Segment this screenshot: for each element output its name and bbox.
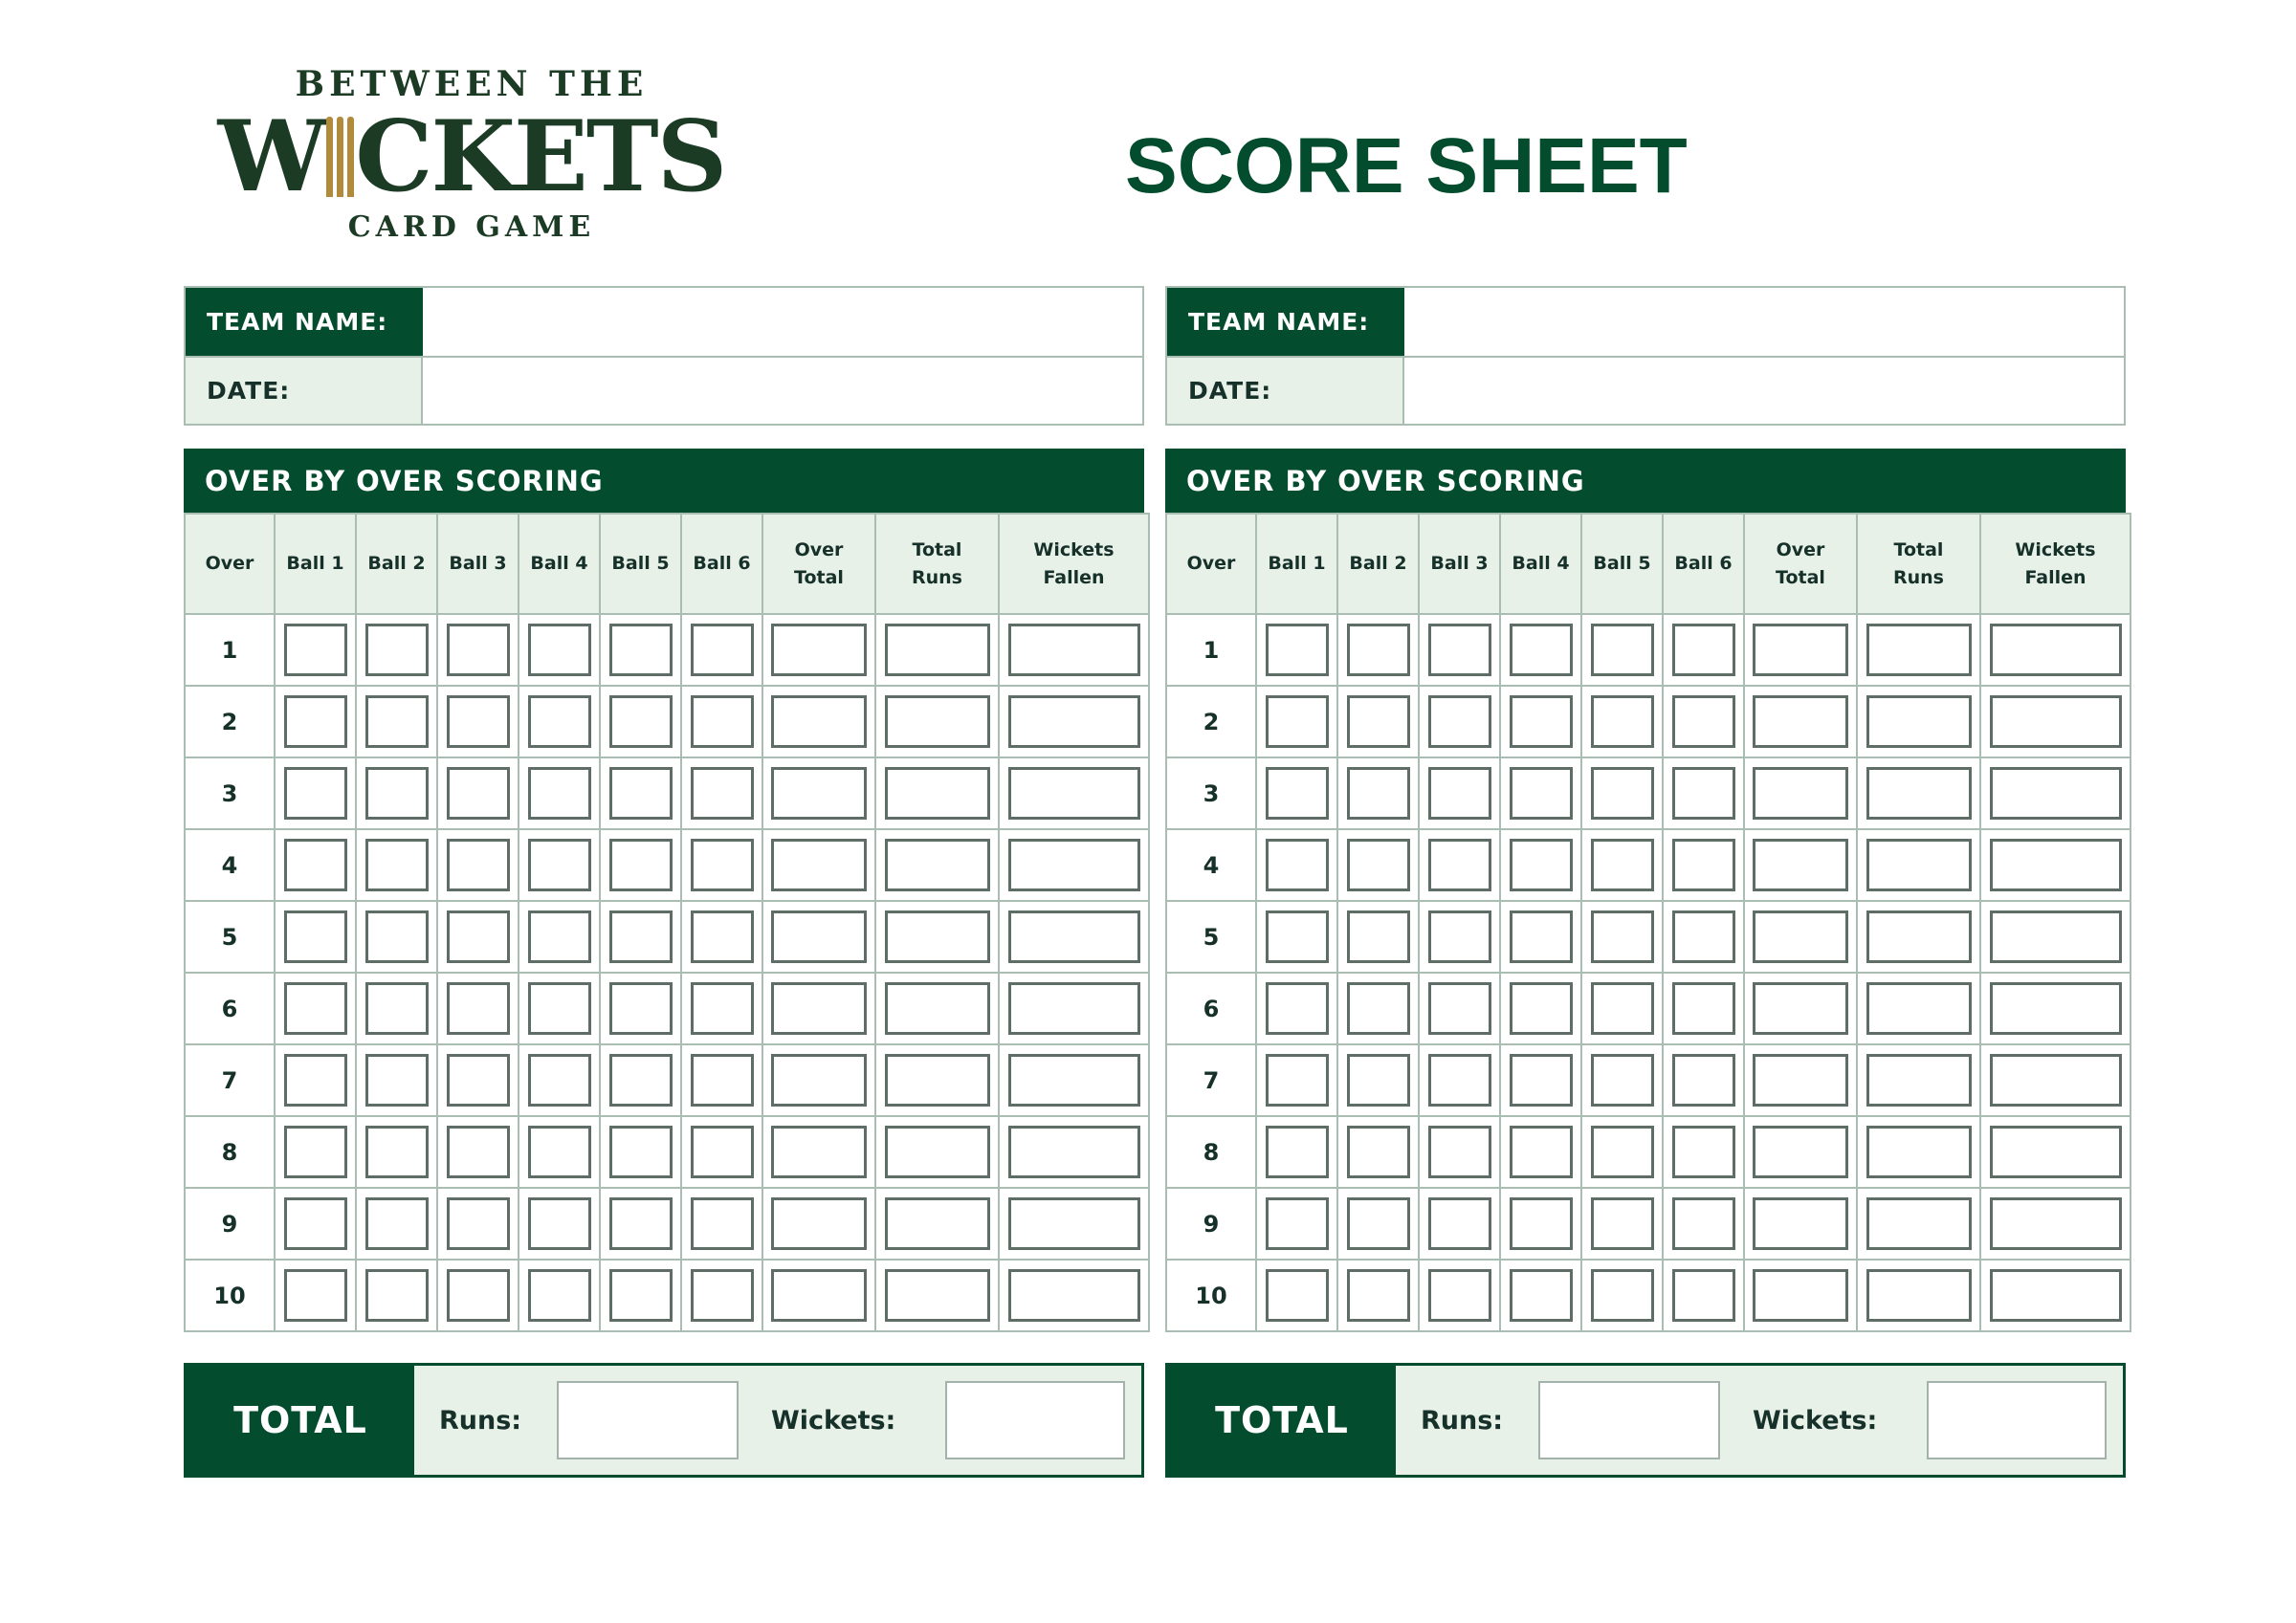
- column-header: Ball 2: [356, 514, 437, 614]
- ball-4-box[interactable]: [1510, 695, 1573, 748]
- total-runs-box[interactable]: [885, 1054, 990, 1107]
- ball-1-box[interactable]: [284, 1054, 347, 1107]
- column-header: Over: [185, 514, 275, 614]
- ball-3-box[interactable]: [1428, 1197, 1491, 1250]
- ball-6-box[interactable]: [1672, 910, 1735, 963]
- ball-1-box[interactable]: [284, 982, 347, 1035]
- column-header: Ball 1: [1256, 514, 1337, 614]
- over-row: [1166, 757, 2130, 829]
- total-runs-box[interactable]: [1866, 1126, 1972, 1178]
- ball-3-box[interactable]: [1428, 982, 1491, 1035]
- wickets-fallen-box[interactable]: [1990, 1269, 2122, 1322]
- wickets-label: Wickets:: [771, 1405, 896, 1436]
- runs-label: Runs:: [439, 1405, 522, 1436]
- ball-5-box[interactable]: [1591, 767, 1654, 820]
- team-name-field[interactable]: [1404, 288, 2124, 356]
- wickets-fallen-box[interactable]: [1008, 767, 1140, 820]
- over-row: [1166, 973, 2130, 1044]
- total-runs-box[interactable]: [1866, 1054, 1972, 1107]
- ball-6-box[interactable]: [1672, 1054, 1735, 1107]
- over-row: [185, 829, 1149, 901]
- total-runs-box[interactable]: [885, 1269, 990, 1322]
- total-runs-box[interactable]: [885, 1197, 990, 1250]
- over-total-box[interactable]: [1753, 767, 1848, 820]
- ball-2-box[interactable]: [1347, 624, 1410, 676]
- ball-4-box[interactable]: [1510, 982, 1573, 1035]
- over-number: 1: [185, 614, 275, 686]
- column-header: Ball 5: [600, 514, 681, 614]
- ball-1-box[interactable]: [1266, 839, 1329, 891]
- team-name-label: TEAM NAME:: [1167, 288, 1404, 356]
- ball-2-box[interactable]: [365, 1054, 429, 1107]
- ball-2-box[interactable]: [1347, 1269, 1410, 1322]
- total-runs-box[interactable]: [885, 624, 990, 676]
- ball-2-box[interactable]: [1347, 767, 1410, 820]
- team-info: [1165, 286, 2126, 426]
- ball-4-box[interactable]: [1510, 767, 1573, 820]
- over-row: [1166, 1044, 2130, 1116]
- column-header: Ball 4: [519, 514, 600, 614]
- total-runs-box[interactable]: [885, 982, 990, 1035]
- over-number: 7: [185, 1044, 275, 1116]
- score-panel-right: [1165, 286, 2126, 1478]
- ball-5-box[interactable]: [1591, 695, 1654, 748]
- column-header: Ball 3: [1419, 514, 1500, 614]
- page-title: SCORE SHEET: [1125, 122, 1688, 209]
- ball-1-box[interactable]: [284, 767, 347, 820]
- over-row: [1166, 1260, 2130, 1331]
- over-total-box[interactable]: [1753, 1126, 1848, 1178]
- over-total-box[interactable]: [1753, 1269, 1848, 1322]
- over-number: 4: [185, 829, 275, 901]
- over-number: 5: [1166, 901, 1256, 973]
- date-field[interactable]: [1404, 358, 2124, 424]
- over-row: [185, 1044, 1149, 1116]
- over-number: 7: [1166, 1044, 1256, 1116]
- total-runs-box[interactable]: [1866, 839, 1972, 891]
- over-number: 8: [1166, 1116, 1256, 1188]
- ball-4-box[interactable]: [1510, 1269, 1573, 1322]
- ball-1-box[interactable]: [1266, 910, 1329, 963]
- ball-6-box[interactable]: [691, 910, 754, 963]
- ball-2-box[interactable]: [365, 982, 429, 1035]
- ball-2-box[interactable]: [365, 695, 429, 748]
- ball-5-box[interactable]: [609, 624, 673, 676]
- ball-4-box[interactable]: [528, 1269, 591, 1322]
- ball-6-box[interactable]: [691, 1197, 754, 1250]
- ball-3-box[interactable]: [1428, 695, 1491, 748]
- stumps-icon: [326, 117, 354, 197]
- ball-6-box[interactable]: [1672, 695, 1735, 748]
- ball-6-box[interactable]: [691, 767, 754, 820]
- ball-6-box[interactable]: [691, 624, 754, 676]
- total-runs-box[interactable]: [885, 767, 990, 820]
- over-total-box[interactable]: [771, 1269, 867, 1322]
- ball-3-box[interactable]: [1428, 1269, 1491, 1322]
- over-number: 3: [1166, 757, 1256, 829]
- over-number: 9: [185, 1188, 275, 1260]
- ball-4-box[interactable]: [1510, 1126, 1573, 1178]
- team-name-field[interactable]: [423, 288, 1142, 356]
- team-info: [184, 286, 1144, 426]
- over-row: [1166, 1188, 2130, 1260]
- over-total-box[interactable]: [771, 624, 867, 676]
- ball-2-box[interactable]: [365, 910, 429, 963]
- total-runs-box[interactable]: [885, 910, 990, 963]
- ball-2-box[interactable]: [365, 1269, 429, 1322]
- over-row: [185, 1116, 1149, 1188]
- ball-5-box[interactable]: [609, 695, 673, 748]
- wickets-fallen-box[interactable]: [1008, 624, 1140, 676]
- total-runs-box[interactable]: [1866, 767, 1972, 820]
- ball-1-box[interactable]: [1266, 1126, 1329, 1178]
- over-total-box[interactable]: [771, 910, 867, 963]
- ball-2-box[interactable]: [365, 839, 429, 891]
- ball-5-box[interactable]: [1591, 1197, 1654, 1250]
- over-table: [1165, 513, 2131, 1332]
- ball-5-box[interactable]: [1591, 1126, 1654, 1178]
- ball-4-box[interactable]: [528, 982, 591, 1035]
- date-label: DATE:: [186, 358, 423, 424]
- score-panel-left: [184, 286, 1144, 1478]
- ball-5-box[interactable]: [1591, 982, 1654, 1035]
- over-row: [185, 614, 1149, 686]
- ball-5-box[interactable]: [609, 1126, 673, 1178]
- ball-2-box[interactable]: [1347, 910, 1410, 963]
- ball-3-box[interactable]: [447, 624, 510, 676]
- over-total-box[interactable]: [771, 767, 867, 820]
- logo-line-top: BETWEEN THE: [295, 64, 649, 104]
- over-total-box[interactable]: [771, 1054, 867, 1107]
- total-runs-box[interactable]: [885, 695, 990, 748]
- over-number: 2: [185, 686, 275, 757]
- ball-6-box[interactable]: [691, 695, 754, 748]
- section-title: OVER BY OVER SCORING: [1165, 449, 2126, 513]
- over-row: [1166, 829, 2130, 901]
- date-label: DATE:: [1167, 358, 1404, 424]
- over-row: [185, 1260, 1149, 1331]
- section-title: OVER BY OVER SCORING: [184, 449, 1144, 513]
- ball-1-box[interactable]: [284, 1197, 347, 1250]
- ball-2-box[interactable]: [1347, 1054, 1410, 1107]
- ball-4-box[interactable]: [528, 910, 591, 963]
- ball-6-box[interactable]: [691, 982, 754, 1035]
- ball-6-box[interactable]: [691, 839, 754, 891]
- ball-6-box[interactable]: [1672, 1269, 1735, 1322]
- ball-4-box[interactable]: [1510, 1054, 1573, 1107]
- over-number: 4: [1166, 829, 1256, 901]
- runs-total-field[interactable]: [1538, 1381, 1720, 1459]
- wickets-fallen-box[interactable]: [1990, 695, 2122, 748]
- ball-5-box[interactable]: [609, 1269, 673, 1322]
- total-runs-box[interactable]: [1866, 1269, 1972, 1322]
- logo-letter-w: W: [217, 99, 326, 214]
- ball-3-box[interactable]: [447, 982, 510, 1035]
- column-header: Wickets Fallen: [999, 514, 1149, 614]
- over-table: [184, 513, 1150, 1332]
- ball-3-box[interactable]: [447, 839, 510, 891]
- wickets-fallen-box[interactable]: [1990, 767, 2122, 820]
- runs-total-field[interactable]: [557, 1381, 739, 1459]
- wickets-fallen-box[interactable]: [1990, 1197, 2122, 1250]
- ball-6-box[interactable]: [691, 1054, 754, 1107]
- ball-3-box[interactable]: [447, 1054, 510, 1107]
- wickets-fallen-box[interactable]: [1990, 982, 2122, 1035]
- wickets-total-field[interactable]: [945, 1381, 1125, 1459]
- ball-2-box[interactable]: [365, 624, 429, 676]
- ball-6-box[interactable]: [1672, 839, 1735, 891]
- column-header: Ball 3: [437, 514, 519, 614]
- ball-4-box[interactable]: [528, 839, 591, 891]
- over-total-box[interactable]: [771, 1197, 867, 1250]
- ball-3-box[interactable]: [447, 695, 510, 748]
- over-row: [185, 973, 1149, 1044]
- ball-3-box[interactable]: [447, 1197, 510, 1250]
- over-total-box[interactable]: [771, 839, 867, 891]
- ball-2-box[interactable]: [365, 1197, 429, 1250]
- date-field[interactable]: [423, 358, 1142, 424]
- ball-1-box[interactable]: [1266, 695, 1329, 748]
- over-total-box[interactable]: [1753, 695, 1848, 748]
- ball-3-box[interactable]: [447, 1269, 510, 1322]
- ball-1-box[interactable]: [1266, 1054, 1329, 1107]
- over-row: [1166, 1116, 2130, 1188]
- total-runs-box[interactable]: [1866, 982, 1972, 1035]
- over-number: 6: [1166, 973, 1256, 1044]
- total-runs-box[interactable]: [885, 839, 990, 891]
- ball-1-box[interactable]: [1266, 767, 1329, 820]
- ball-5-box[interactable]: [609, 910, 673, 963]
- over-number: 10: [1166, 1260, 1256, 1331]
- ball-4-box[interactable]: [528, 695, 591, 748]
- column-header: Ball 4: [1500, 514, 1581, 614]
- column-header: Ball 1: [275, 514, 356, 614]
- logo-wordmark: [217, 99, 726, 214]
- ball-1-box[interactable]: [1266, 1269, 1329, 1322]
- ball-5-box[interactable]: [609, 982, 673, 1035]
- ball-4-box[interactable]: [528, 624, 591, 676]
- over-number: 9: [1166, 1188, 1256, 1260]
- over-total-box[interactable]: [1753, 839, 1848, 891]
- ball-6-box[interactable]: [1672, 1197, 1735, 1250]
- wickets-fallen-box[interactable]: [1990, 910, 2122, 963]
- over-row: [185, 1188, 1149, 1260]
- over-row: [185, 757, 1149, 829]
- over-row: [1166, 901, 2130, 973]
- wickets-total-field[interactable]: [1927, 1381, 2107, 1459]
- ball-3-box[interactable]: [1428, 1054, 1491, 1107]
- column-header: Ball 2: [1337, 514, 1419, 614]
- over-number: 8: [185, 1116, 275, 1188]
- ball-3-box[interactable]: [1428, 839, 1491, 891]
- wickets-label: Wickets:: [1753, 1405, 1878, 1436]
- ball-2-box[interactable]: [1347, 1126, 1410, 1178]
- over-row: [1166, 614, 2130, 686]
- ball-6-box[interactable]: [1672, 982, 1735, 1035]
- ball-2-box[interactable]: [1347, 695, 1410, 748]
- wickets-fallen-box[interactable]: [1008, 1269, 1140, 1322]
- wickets-fallen-box[interactable]: [1008, 695, 1140, 748]
- wickets-fallen-box[interactable]: [1008, 839, 1140, 891]
- total-runs-box[interactable]: [1866, 1197, 1972, 1250]
- ball-6-box[interactable]: [1672, 624, 1735, 676]
- ball-6-box[interactable]: [691, 1269, 754, 1322]
- over-total-box[interactable]: [1753, 910, 1848, 963]
- ball-4-box[interactable]: [528, 767, 591, 820]
- ball-5-box[interactable]: [609, 839, 673, 891]
- column-header: Total Runs: [1857, 514, 1980, 614]
- logo-letters-ckets: CKETS: [355, 99, 726, 214]
- over-total-box[interactable]: [1753, 982, 1848, 1035]
- total-runs-box[interactable]: [885, 1126, 990, 1178]
- ball-6-box[interactable]: [1672, 767, 1735, 820]
- total-label: TOTAL: [187, 1366, 414, 1475]
- ball-4-box[interactable]: [528, 1054, 591, 1107]
- wickets-fallen-box[interactable]: [1008, 910, 1140, 963]
- over-number: 5: [185, 901, 275, 973]
- column-header: Ball 6: [681, 514, 762, 614]
- ball-1-box[interactable]: [284, 624, 347, 676]
- over-number: 1: [1166, 614, 1256, 686]
- ball-3-box[interactable]: [447, 1126, 510, 1178]
- ball-5-box[interactable]: [609, 1054, 673, 1107]
- ball-1-box[interactable]: [1266, 624, 1329, 676]
- over-number: 10: [185, 1260, 275, 1331]
- over-number: 2: [1166, 686, 1256, 757]
- column-header: Ball 5: [1581, 514, 1663, 614]
- wickets-fallen-box[interactable]: [1008, 1197, 1140, 1250]
- logo-line-bottom: CARD GAME: [347, 210, 596, 244]
- ball-3-box[interactable]: [447, 910, 510, 963]
- ball-5-box[interactable]: [1591, 1054, 1654, 1107]
- logo: [217, 64, 726, 245]
- wickets-fallen-box[interactable]: [1990, 839, 2122, 891]
- wickets-fallen-box[interactable]: [1008, 982, 1140, 1035]
- total-runs-box[interactable]: [1866, 695, 1972, 748]
- ball-1-box[interactable]: [284, 839, 347, 891]
- wickets-fallen-box[interactable]: [1990, 624, 2122, 676]
- ball-4-box[interactable]: [528, 1126, 591, 1178]
- total-runs-box[interactable]: [1866, 624, 1972, 676]
- ball-3-box[interactable]: [447, 767, 510, 820]
- wickets-fallen-box[interactable]: [1990, 1126, 2122, 1178]
- ball-6-box[interactable]: [691, 1126, 754, 1178]
- ball-4-box[interactable]: [1510, 910, 1573, 963]
- over-number: 6: [185, 973, 275, 1044]
- ball-4-box[interactable]: [1510, 1197, 1573, 1250]
- total-bar: [184, 1363, 1144, 1478]
- column-header: Wickets Fallen: [1980, 514, 2130, 614]
- ball-3-box[interactable]: [1428, 624, 1491, 676]
- ball-6-box[interactable]: [1672, 1126, 1735, 1178]
- ball-5-box[interactable]: [1591, 1269, 1654, 1322]
- ball-4-box[interactable]: [1510, 839, 1573, 891]
- wickets-fallen-box[interactable]: [1008, 1126, 1140, 1178]
- column-header: Over Total: [762, 514, 875, 614]
- total-bar: [1165, 1363, 2126, 1478]
- column-header: Over Total: [1744, 514, 1857, 614]
- ball-5-box[interactable]: [1591, 910, 1654, 963]
- over-total-box[interactable]: [1753, 624, 1848, 676]
- ball-2-box[interactable]: [1347, 839, 1410, 891]
- column-header: Total Runs: [875, 514, 999, 614]
- over-total-box[interactable]: [771, 695, 867, 748]
- over-total-box[interactable]: [1753, 1054, 1848, 1107]
- over-row: [185, 901, 1149, 973]
- ball-2-box[interactable]: [1347, 982, 1410, 1035]
- ball-1-box[interactable]: [284, 695, 347, 748]
- ball-3-box[interactable]: [1428, 1126, 1491, 1178]
- ball-1-box[interactable]: [284, 910, 347, 963]
- wickets-fallen-box[interactable]: [1008, 1054, 1140, 1107]
- ball-5-box[interactable]: [609, 1197, 673, 1250]
- ball-1-box[interactable]: [284, 1269, 347, 1322]
- column-header: Ball 6: [1663, 514, 1744, 614]
- ball-3-box[interactable]: [1428, 910, 1491, 963]
- ball-2-box[interactable]: [1347, 1197, 1410, 1250]
- over-row: [185, 686, 1149, 757]
- ball-5-box[interactable]: [1591, 624, 1654, 676]
- over-row: [1166, 686, 2130, 757]
- over-total-box[interactable]: [771, 982, 867, 1035]
- ball-3-box[interactable]: [1428, 767, 1491, 820]
- ball-5-box[interactable]: [609, 767, 673, 820]
- ball-2-box[interactable]: [365, 767, 429, 820]
- total-label: TOTAL: [1168, 1366, 1396, 1475]
- ball-4-box[interactable]: [528, 1197, 591, 1250]
- over-total-box[interactable]: [1753, 1197, 1848, 1250]
- runs-label: Runs:: [1421, 1405, 1504, 1436]
- team-name-label: TEAM NAME:: [186, 288, 423, 356]
- ball-1-box[interactable]: [1266, 1197, 1329, 1250]
- wickets-fallen-box[interactable]: [1990, 1054, 2122, 1107]
- column-header: Over: [1166, 514, 1256, 614]
- ball-2-box[interactable]: [365, 1126, 429, 1178]
- over-total-box[interactable]: [771, 1126, 867, 1178]
- ball-5-box[interactable]: [1591, 839, 1654, 891]
- total-runs-box[interactable]: [1866, 910, 1972, 963]
- ball-1-box[interactable]: [284, 1126, 347, 1178]
- ball-1-box[interactable]: [1266, 982, 1329, 1035]
- over-number: 3: [185, 757, 275, 829]
- ball-4-box[interactable]: [1510, 624, 1573, 676]
